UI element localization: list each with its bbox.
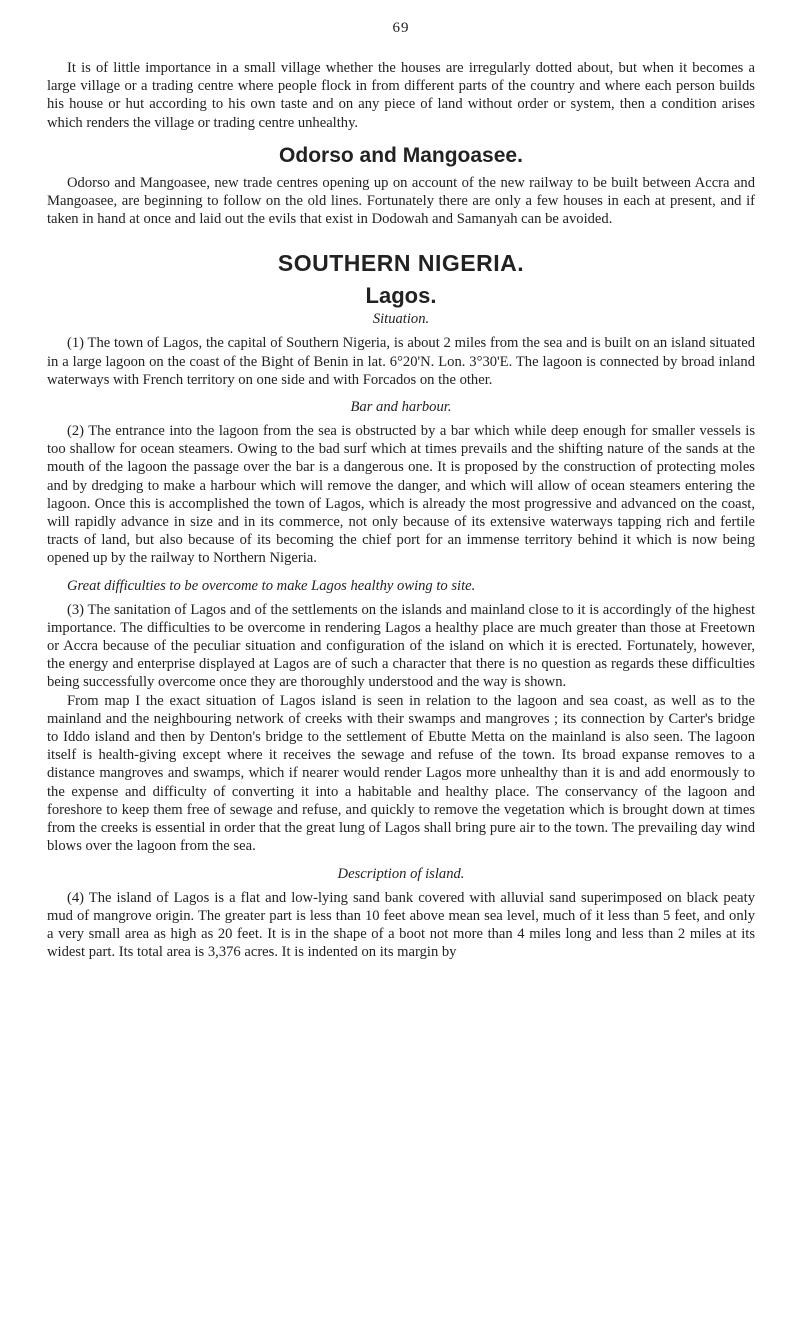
intro-paragraph: It is of little importance in a small village whether the houses are irregularly dotted about, but when it becomes a large village or a trading centre where people flock in from different parts of the country and where each person builds his house or hut according to his own taste and on any piece of land without order or system, then a condition arises which renders the village or trading centre unhealthy. (47, 60, 755, 131)
difficulties-subheading: Great difficulties to be overcome to make Lagos healthy owing to site. (67, 577, 476, 594)
bar-subheading: Bar and harbour. (350, 399, 452, 416)
difficulties-paragraph-1: (3) The sanitation of Lagos and of the settlements on the islands and mainland close to it is accordingly of the highest importance. The difficulties to be overcome in rendering Lagos a healthy place are much greater than those at Freetown or Accra because of the peculiar situation and configuration of the island on which it is erected. Fortunately, however, the energy and enterprise displayed at Lagos are of such a character that there is no question as regards these difficulties being successfully overcome once they are thoroughly understood and the way is shown. (47, 601, 755, 691)
city-heading: Lagos. (365, 283, 437, 309)
region-heading: SOUTHERN NIGERIA. (277, 250, 525, 277)
description-paragraph: (4) The island of Lagos is a flat and low-lying sand bank covered with alluvial sand superimposed on black peaty mud of mangrove origin. The greater part is less than 10 feet above mean sea level, much of it less than 5 feet, and only a very small area as high as 20 feet. It is in the shape of a boot not more than 4 miles long and less than 2 miles at its widest part. Its total area is 3,376 acres. It is indented on its margin by (47, 889, 755, 961)
situation-subheading: Situation. (372, 311, 430, 328)
document-page (47, 20, 755, 961)
situation-paragraph: (1) The town of Lagos, the capital of Southern Nigeria, is about 2 miles from the sea and is built on an island situated in a large lagoon on the coast of the Bight of Benin in lat. 6°20'N. Lon. 3°30'E. The lagoon is connected by broad inland waterways with French territory on one side and with Forcados on the other. (47, 335, 755, 388)
page-number: 69 (392, 20, 410, 36)
bar-paragraph: (2) The entrance into the lagoon from the sea is obstructed by a bar which while deep enough for smaller vessels is too shallow for ocean steamers. Owing to the bad surf which at times prevails and the shifting nature of the sands at the mouth of the lagoon the passage over the bar is a dangerous one. It is proposed by the construction of protecting moles and by dredging to make a harbour which will remove the danger, and which will allow of ocean steamers entering the lagoon. Once this is accomplished the town of Lagos, which is already the most progressive and advanced on the coast, will rapidly advance in size and in its commerce, not only because of its extensive waterways tapping rich and fertile tracts of land, but also because of its becoming the chief port for an immense territory behind it which is now being opened up by the railway to Northern Nigeria. (47, 423, 755, 567)
odorso-heading: Odorso and Mangoasee. (279, 143, 523, 167)
difficulties-paragraph-2: From map I the exact situation of Lagos island is seen in relation to the lagoon and sea coast, as well as to the mainland and the neighbouring network of creeks with their swamps and mangroves ; its connection by Carter's bridge to Iddo island and then by Denton's bridge to the settlement of Ebutte Metta on the mainland is also seen. The lagoon itself is health-giving except where it receives the sewage and refuse of the town. Its broad expanse removes to a distance mangroves and swamps, which if nearer would render Lagos more unhealthy than it is and add enormously to the expense and difficulty of converting it into a habitable and healthy place. The conservancy of the lagoon and foreshore to keep them free of sewage and refuse, and quickly to remove the vegetation which is brought down at times from the creeks is essential in order that the great lung of Lagos shall bring pure air to the town. The prevailing day wind blows over the lagoon from the sea. (47, 692, 755, 855)
odorso-paragraph: Odorso and Mangoasee, new trade centres opening up on account of the new railway to be built between Accra and Mangoasee, are beginning to follow on the old lines. Fortunately there are only a few houses in each at present, and if taken in hand at once and laid out the evils that exist in Dodowah and Samanyah can be avoided. (47, 174, 755, 228)
description-subheading: Description of island. (337, 865, 465, 882)
